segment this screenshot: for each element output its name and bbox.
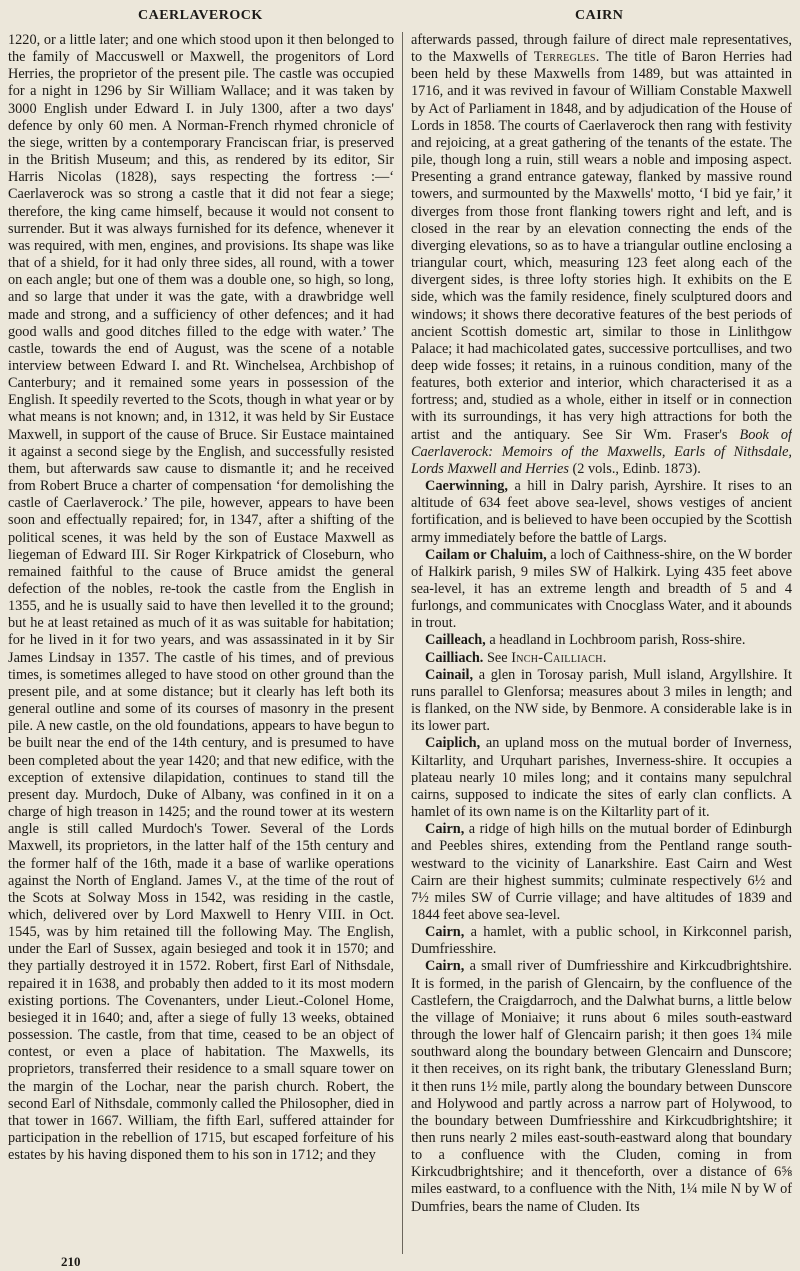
entry-text: a hamlet, with a public school, in Kirkconnel parish, Dumfriesshire. [411,924,792,958]
book-note: (2 vols., Edinb. 1873). [568,460,701,477]
entry-text: a loch of Caithness-shire, on the W border of Halkirk parish, 9 miles SW of Halkirk. Lying 435 feet above sea-level, it has an extreme length and breadth of 5 and 4 furlongs, and communicates with Cnocglass Water, and it abounds in trout. [411,546,792,632]
left-column [8,32,394,1254]
book-title: Book of Caerlaverock: Memoirs of the Maxwells, Earls of Nithsdale, Lords Maxwell and Herries [411,426,792,477]
cross-reference: Inch-Cailliach [511,649,603,666]
entry-text: . [602,649,607,666]
entry-caerwinning [411,478,792,547]
entry-caiplich [411,735,792,821]
entry-headword: Cailliach. [425,649,484,666]
continuation-text: afterwards passed, through failure of direct male representatives, to the Maxwells of [411,32,792,66]
caerlaverock-entry-continuation: 1220, or a little later; and one which stood upon it then belonged to the family of Maccuswell or Maxwell, the progenitors of Lord Herries, the proprietor of the present pile. The castle was occupied for a night in 1296 by Sir William Wallace; and it was taken by 3000 English under Edward I. in July 1300, after a two days' defence by only 60 men. A Norman-French rhymed chronicle of the siege, written by a contemporary Franciscan friar, is preserved in the British Museum; and this, as rendered by its editor, Sir Harris Nicolas (1828), says respecting the fortress :—‘ Caerlaverock was so strong a castle that it did not fear a siege; therefore, the king came himself, because it would not consent to surrender. But it was always furnished for its defence, whenever it was required, with men, engines, and provisions. Its shape was like that of a shield, for it had only three sides, all round, with a tower on each angle; but one of them was a double one, so high, so long, and so large that under it was the gate, with a drawbridge well made and strong, and a sufficiency of other defences; and it had good walls and good ditches filled to the edge with water.’ The castle, towards the end of August, was the scene of a notable interview between Edward I. and Rt. Winchelsea, Archbishop of Canterbury; and it remained some years in possession of the English. It speedily reverted to the Scots, though in what year or by what means is not known; and, in 1312, it was held by Sir Eustace Maxwell, in support of the cause of Bruce. Sir Eustace maintained it against a second siege by the English, and successfully resisted them, but afterwards saw cause to dismantle it; and he received from Robert Bruce a charter of compensation ‘for demolishing the castle of Caerlaverock.’ The pile, however, appears to have been soon and effectually repaired; for, in 1347, after a shifting of the political scenes, it was held by the son of Eustace Maxwell as liegeman of Edward III. Sir Roger Kirkpatrick of Closeburn, who remained faithful to the cause of Bruce amidst the general defection of the nobles, re-took the castle from the English in 1355, and he is usually said to have then levelled it to the ground; but he at least retained as much of it as was suitable for habitation; for he lived in it for two years, and was assassinated in it by Sir James Lindsay in 1357. The castle of his times, and of previous times, is sometimes alleged to have stood on other ground than the present pile, and at some distance; but it clearly has left both its general outline and some of its courses of masonry in the present pile. A new castle, on the old foundations, appears to have begun to be built near the end of the 14th century, and is presumed to have been completed about the year 1420; and that new edifice, with the exception of extensive dilapidation, continues to stand till the present day. Murdoch, Duke of Albany, was confined in it on a charge of high treason in 1425; and the round tower at its western angle is still called Murdoch's Tower. Several of the Lords Maxwell, its proprietors, in the latter half of the 15th century and the former half of the 16th, made it a base of warlike operations against the North of England. James V., at the time of the rout of the Scots at Solway Moss in 1542, was residing in the castle, which, delivered over by Lord Maxwell to Henry VIII. in Oct. 1545, was by him retained till the following May. The English, under the Earl of Sussex, again besieged and took it in 1570; and they partially destroyed it in 1572. Robert, first Earl of Nithsdale, repaired it in 1638, and probably then added to it its most modern existing portions. The Covenanters, under Lieut.-Colonel Home, besieged it in 1640; and, after a siege of fully 13 weeks, obtained possession. The castle, from that time, ceased to be an object of contest, or even a place of habitation. The Maxwells, its proprietors, transferred their residence to a small square tower on the margin of the Lochar, near the parish church. Robert, the second Earl of Nithsdale, commonly called the Philosopher, died in that tower in 1667. William, the fifth Earl, suffered attainder for participation in the rebellion of 1715, but escaped forfeiture of his estates by his having disponed them to his son in 1712; and they [8,32,394,1164]
entry-headword: Cairn, [425,924,465,941]
entry-text: a small river of Dumfriesshire and Kirkcudbrightshire. It is formed, in the parish of Glencairn, by the confluence of the Castlefern, the Craigdarroch, and the Dalwhat burns, a little below the village of Moniaive; it runs about 6 miles south-eastward through the lower half of Glencairn parish; it then goes 1¾ mile southward along the boundary between Glencairn and Dunscore; it then receives, on its right bank, the tributary Glenessland Burn; it then runs 1½ mile, partly along the boundary between Dunscore and Holywood and partly across a narrow part of Holywood, to the boundary between Dumfriesshire and Kirkcudbrightshire; it then runs nearly 2 miles east-south-eastward along that boundary to a confluence with the Cluden, coming in from Kirkcudbrightshire; and it thenceforth, over a distance of 6⅝ miles eastward, to a confluence with the Nith, 1¼ mile N by W of Dumfries, bears the name of Cluden. Its [411,958,792,1215]
entry-text: an upland moss on the mutual border of Inverness, Kiltarlity, and Urquhart parishes, Inverness-shire. It occupies a plateau nearly 10 miles long; and it contains many sepulchral cairns, supposed to indicate the sites of early clan conflicts. A hamlet of its own name is on the Kiltarlity part of it. [411,735,792,821]
entry-cailam [411,547,792,633]
entry-headword: Cailleach, [425,632,486,649]
entry-cairn-hamlet [411,924,792,958]
continuation-text: . The title of Baron Herries had been held by these Maxwells from 1489, but was attainted in 1716, and it was revived in favour of William Constable Maxwell by Act of Parliament in 1848, and by adjudication of the House of Lords in 1858. The courts of Caerlaverock then rang with festivity and rejoicing, at a great gathering of the tenants of the estate. The pile, though long a ruin, still wears a noble and imposing aspect. Presenting a grand entrance gateway, flanked by massive round towers, and surmounted by the Maxwells' motto, ‘I bid ye fair,’ it diverges from those front flanking towers right and left, and is closed in the rear by an elevation connecting the ends of the diverging elevations, so as to have a triangular outline enclosing a triangular court, which, measuring 123 feet along each of the divergent sides, is three lofty stories high. It exhibits on the E side, which was the family residence, finely sculptured doors and windows; it shows there decorative features of the best periods of ancient Scottish domestic art, similar to those in Linlithgow Palace; it had machicolated gates, successive portcullises, and two deep wide fosses; it retains, in a ruinous condition, many of the features, both exterior and interior, which characterised it as a fortress; and, studied as a whole, either in itself or in connection with its surroundings, it has very high attractions for both the artist and the antiquary. See Sir Wm. Fraser's [411,49,792,443]
entry-text: a glen in Torosay parish, Mull island, Argyllshire. It runs parallel to Glenforsa; measures about 3 miles in length; and is flanked, on the NW side, by Benmore. A considerable lake is in its lower part. [411,666,792,735]
entry-cairn-river [411,958,792,1215]
entry-cailleach [411,632,792,649]
entry-headword: Cainail, [425,666,474,683]
entry-headword: Cairn, [425,958,465,975]
column-divider [402,32,403,1254]
header-right-headword: CAIRN [575,8,624,23]
running-header [0,8,800,28]
right-column [411,32,792,1257]
entry-text: See [483,649,512,666]
entry-cailliach [411,650,792,667]
entry-headword: Cairn, [425,821,465,838]
cross-reference: Terregles [533,49,596,66]
entry-text: a headland in Lochbroom parish, Ross-shire. [485,632,746,649]
caerlaverock-entry-continuation-right [411,32,792,478]
page-number: 210 [61,1254,81,1269]
entry-headword: Cailam or Chaluim, [425,546,547,563]
entry-text: a ridge of high hills on the mutual border of Edinburgh and Peebles shires, extending from the Pentland range south-westward to the vicinity of Lanarkshire. East Cairn and West Cairn are their highest summits; culminate respectively 6½ and 7½ miles SW of Currie village; and have altitudes of 1839 and 1844 feet above sea-level. [411,821,792,923]
entry-text: a hill in Dalry parish, Ayrshire. It rises to an altitude of 634 feet above sea-level, shows vestiges of ancient fortification, and is believed to have been occupied by the Scottish army immediately before the battle of Largs. [411,478,792,546]
entry-cairn-hills [411,821,792,924]
entry-headword: Caiplich, [425,735,481,752]
entry-headword: Caerwinning, [425,478,509,495]
entry-cainail [411,667,792,736]
header-left-headword: CAERLAVEROCK [138,8,263,23]
